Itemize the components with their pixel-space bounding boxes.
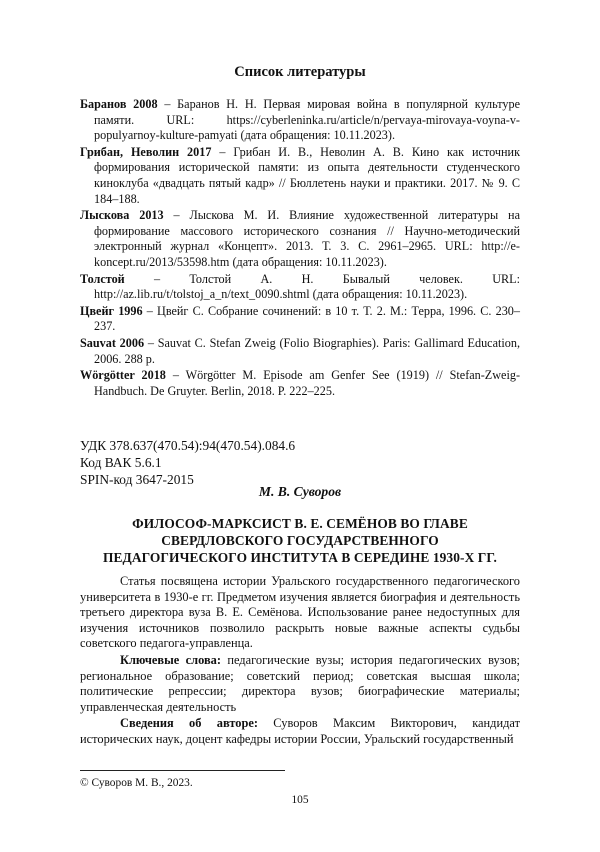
references-heading: Список литературы [234,64,366,80]
reference-text: – Лыскова М. И. Влияние художественной литературы на формирование массового исторического сознания // Научно-методический электронный журнал «Концепт». 2013. Т. 3. С. 2961–2965. URL: http://e-koncept.ru/2013/53598.htm (дата обращения: 10.11.2023). [94,208,520,269]
reference-key: Sauvat 2006 [80,335,145,350]
vak-code: Код ВАК 5.6.1 [80,455,162,470]
author-info-text: Суворов Максим Викторович, кандидат исторических наук, доцент кафедры истории России, Уральский государственный [80,716,520,746]
author-info-paragraph [80,716,520,747]
reference-key: Цвейг 1996 [80,303,143,318]
article-title [80,515,520,566]
reference-item [80,368,520,399]
reference-text: – Sauvat C. Stefan Zweig (Folio Biographies). Paris: Gallimard Education, 2006. 288 p. [94,335,520,366]
spin-code: SPIN-код 3647-2015 [80,472,194,487]
reference-key: Wörgötter 2018 [80,368,166,383]
reference-text: – Грибан И. В., Неволин А. В. Кино как источник формирования исторической памяти: из опыта деятельности студенческого киноклуба «двадцать пятый кадр» // Бюллетень науки и практики. 2017. № 9. С 184–188. [94,144,520,206]
reference-item [80,336,520,367]
reference-item [80,97,520,144]
reference-item [80,145,520,207]
author-info-label: Сведения об авторе: [120,716,258,731]
keywords-paragraph [80,653,520,715]
article-metadata [80,437,295,488]
reference-list [80,97,520,400]
reference-item [80,272,520,303]
article-title-line: ФИЛОСОФ-МАРКСИСТ В. Е. СЕМЁНОВ ВО ГЛАВЕ [132,516,468,531]
abstract-paragraph: Статья посвящена истории Уральского государственного педагогического университета в 1930-е гг. Предметом изучения является биография и деятельность третьего директора вуза В. Е. Семёнова. Использование ранее недоступных для изучения источников позволило раскрыть новые важные аспекты судьбы советского педагога-управленца. [80,574,520,651]
article-author: М. В. Суворов [258,484,342,499]
keywords-text: педагогические вузы; история педагогических вузов; региональное образование; советский период; советская высшая школа; политические репрессии; директора вузов; биографические материалы; управленческая деятельность [80,652,520,714]
reference-key: Лыскова 2013 [80,208,164,223]
copyright-footnote: © Суворов М. В., 2023. [80,777,193,789]
reference-text: – Толстой А. Н. Бывалый человек. URL: http://az.lib.ru/t/tolstoj_a_n/text_0090.shtml (дата обращения: 10.11.2023). [94,271,520,302]
reference-key: Грибан, Неволин 2017 [80,144,212,159]
udk-code: УДК 378.637(470.54):94(470.54).084.6 [80,438,296,453]
keywords-label: Ключевые слова: [120,652,221,667]
reference-text: – Wörgötter M. Episode am Genfer See (1919) // Stefan-Zweig-Handbuch. De Gruyter. Berlin, 2018. P. 222–225. [94,368,521,398]
article-body [80,574,520,749]
page-number: 105 [291,794,309,806]
reference-key: Толстой [80,271,125,286]
reference-text: – Баранов Н. Н. Первая мировая война в популярной культуре памяти. URL: https://cyberleninka.ru/article/n/pervaya-mirovaya-voyna-v-populyarnoy-kulture-pamyati (дата обращения: 10.11.2023). [94,97,520,143]
reference-item [80,208,520,270]
article-title-line: ПЕДАГОГИЧЕСКОГО ИНСТИТУТА В СЕРЕДИНЕ 1930-Х ГГ. [103,550,497,565]
reference-text: – Цвейг С. Собрание сочинений: в 10 т. Т. 2. М.: Терра, 1996. С. 230–237. [94,303,520,334]
reference-item [80,304,520,335]
footnote-divider [80,770,285,771]
reference-key: Баранов 2008 [80,97,158,111]
article-title-line: СВЕРДЛОВСКОГО ГОСУДАРСТВЕННОГО [161,533,439,548]
